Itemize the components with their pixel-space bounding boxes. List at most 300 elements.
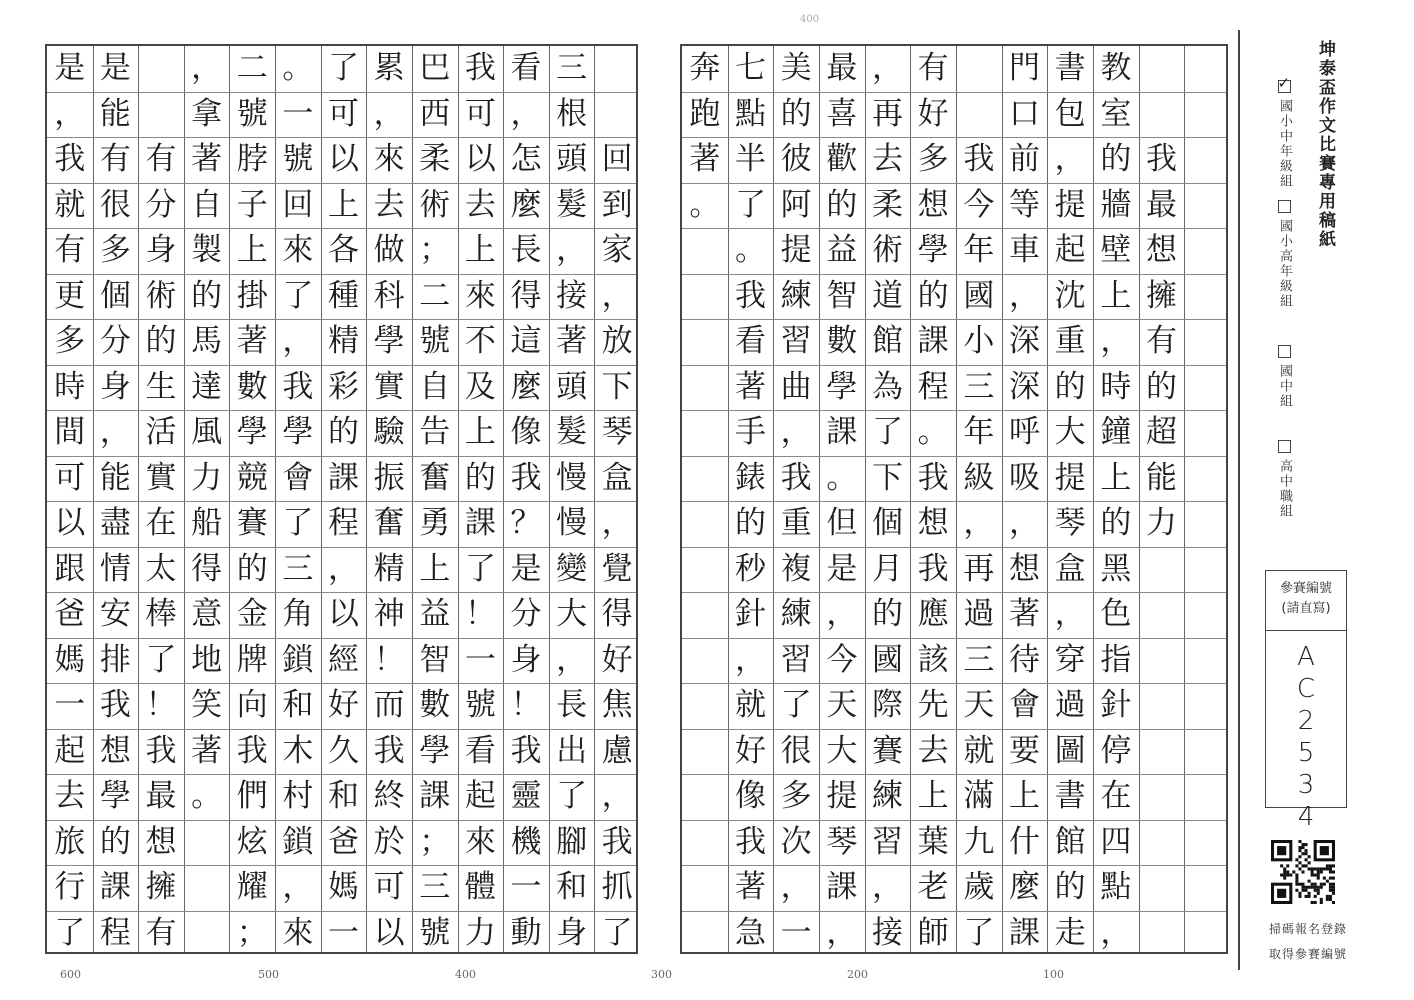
essay-char: 馬 — [191, 323, 223, 360]
essay-char: 體 — [464, 869, 496, 906]
essay-char: 了 — [282, 505, 314, 542]
essay-char: 的 — [734, 505, 766, 542]
essay-char: 著 — [191, 141, 223, 178]
essay-char: ； — [236, 914, 268, 951]
essay-char: 起 — [54, 732, 86, 769]
essay-char: 一 — [464, 641, 496, 678]
essay-char: 變 — [556, 550, 588, 587]
essay-char: ， — [556, 232, 588, 269]
essay-char: 達 — [191, 368, 223, 405]
essay-char: 是 — [826, 550, 858, 587]
essay-char: 慮 — [601, 732, 633, 769]
essay-char: 館 — [871, 323, 903, 360]
essay-char: 多 — [780, 778, 812, 815]
essay-char: 課 — [419, 778, 451, 815]
essay-char: 美 — [780, 50, 812, 87]
essay-char: 號 — [236, 95, 268, 132]
essay-char: 號 — [464, 687, 496, 724]
essay-char: 點 — [734, 95, 766, 132]
essay-char: ， — [780, 869, 812, 906]
essay-char: 有 — [917, 50, 949, 87]
essay-char: ； — [419, 823, 451, 860]
essay-char: 間 — [54, 414, 86, 451]
essay-char: 實 — [145, 459, 177, 496]
essay-char: 先 — [917, 687, 949, 724]
essay-char: 來 — [282, 232, 314, 269]
checkbox-icon[interactable] — [1278, 440, 1291, 453]
essay-char: 我 — [510, 459, 542, 496]
essay-char: 呼 — [1008, 414, 1040, 451]
essay-char: 三 — [963, 368, 995, 405]
category-label: 國小高年級組 — [1277, 219, 1292, 309]
essay-char: 著 — [236, 323, 268, 360]
essay-char: 了 — [601, 914, 633, 951]
essay-char: 手 — [734, 414, 766, 451]
essay-char: 和 — [556, 869, 588, 906]
essay-char: 了 — [464, 550, 496, 587]
essay-char: 風 — [191, 414, 223, 451]
essay-char: 不 — [464, 323, 496, 360]
essay-char: 西 — [419, 95, 451, 132]
essay-char: 經 — [327, 641, 359, 678]
essay-char: 課 — [917, 323, 949, 360]
essay-char: 超 — [1145, 414, 1177, 451]
essay-char: 書 — [1054, 50, 1086, 87]
essay-char: 上 — [1100, 459, 1132, 496]
essay-char: 二 — [419, 277, 451, 314]
essay-char: 程 — [917, 368, 949, 405]
category-option[interactable] — [1270, 80, 1294, 189]
essay-char: 圖 — [1054, 732, 1086, 769]
essay-char: 去 — [54, 778, 86, 815]
form-title: 坤泰盃作文比賽專用稿紙 — [1315, 40, 1335, 249]
essay-char: 多 — [917, 141, 949, 178]
essay-char: 來 — [373, 141, 405, 178]
essay-char: 身 — [556, 914, 588, 951]
right-page-grid — [680, 44, 1228, 954]
entry-code-char: C — [1296, 674, 1316, 704]
essay-char: 得 — [601, 596, 633, 633]
essay-char: 實 — [373, 368, 405, 405]
essay-char: 以 — [327, 141, 359, 178]
essay-char: 該 — [917, 641, 949, 678]
essay-char: 好 — [601, 641, 633, 678]
essay-char: 是 — [54, 50, 86, 87]
essay-char: 到 — [601, 186, 633, 223]
essay-char: 大 — [556, 596, 588, 633]
essay-char: 精 — [327, 323, 359, 360]
essay-char: 會 — [1008, 687, 1040, 724]
essay-char: 再 — [963, 550, 995, 587]
essay-char: 的 — [1145, 368, 1177, 405]
essay-char: 放 — [601, 323, 633, 360]
essay-char: 就 — [963, 732, 995, 769]
essay-char: 看 — [464, 732, 496, 769]
essay-char: 盒 — [601, 459, 633, 496]
essay-char: 擁 — [145, 869, 177, 906]
essay-char: 為 — [871, 368, 903, 405]
essay-char: 我 — [734, 277, 766, 314]
essay-char: 。 — [826, 459, 858, 496]
essay-char: 想 — [99, 732, 131, 769]
essay-char: 有 — [99, 141, 131, 178]
essay-char: 拿 — [191, 95, 223, 132]
essay-char: 小 — [963, 323, 995, 360]
essay-char: 的 — [871, 596, 903, 633]
essay-char: 了 — [327, 50, 359, 87]
entry-code — [1266, 641, 1346, 833]
essay-char: 柔 — [419, 141, 451, 178]
essay-char: 學 — [373, 323, 405, 360]
essay-char: 什 — [1008, 823, 1040, 860]
essay-char: ， — [826, 914, 858, 951]
essay-char: 重 — [1054, 323, 1086, 360]
essay-char: 來 — [282, 914, 314, 951]
essay-char: 室 — [1100, 95, 1132, 132]
essay-char: 可 — [54, 459, 86, 496]
essay-char: 著 — [556, 323, 588, 360]
essay-char: 學 — [826, 368, 858, 405]
essay-char: 炫 — [236, 823, 268, 860]
essay-char: 的 — [191, 277, 223, 314]
entry-code-char: 5 — [1297, 738, 1315, 768]
essay-char: 想 — [1145, 232, 1177, 269]
essay-char: 學 — [99, 778, 131, 815]
essay-char: 子 — [236, 186, 268, 223]
essay-char: 了 — [145, 641, 177, 678]
essay-char: 這 — [510, 323, 542, 360]
essay-char: 指 — [1100, 641, 1132, 678]
essay-char: ， — [556, 641, 588, 678]
essay-char: 練 — [871, 778, 903, 815]
essay-char: 神 — [373, 596, 405, 633]
essay-char: 勇 — [419, 505, 451, 542]
essay-char: 。 — [734, 232, 766, 269]
essay-char: 際 — [871, 687, 903, 724]
essay-char: 我 — [373, 732, 405, 769]
essay-char: 但 — [826, 505, 858, 542]
essay-char: 秒 — [734, 550, 766, 587]
essay-char: 書 — [1054, 778, 1086, 815]
essay-char: 驗 — [373, 414, 405, 451]
essay-char: ！ — [145, 687, 177, 724]
essay-char: 了 — [282, 277, 314, 314]
essay-char: 黑 — [1100, 550, 1132, 587]
essay-char: 上 — [1008, 778, 1040, 815]
tick-label: 100 — [1043, 968, 1064, 981]
essay-char: 累 — [373, 50, 405, 87]
essay-char: 下 — [871, 459, 903, 496]
essay-char: 師 — [917, 914, 949, 951]
essay-char: 木 — [282, 732, 314, 769]
essay-char: 髮 — [556, 414, 588, 451]
essay-char: 術 — [871, 232, 903, 269]
essay-char: 笑 — [191, 687, 223, 724]
essay-char: 我 — [54, 141, 86, 178]
essay-char: 了 — [780, 687, 812, 724]
essay-char: 會 — [282, 459, 314, 496]
essay-char: 阿 — [780, 186, 812, 223]
essay-char: ， — [327, 550, 359, 587]
essay-char: 教 — [1100, 50, 1132, 87]
essay-char: 琴 — [1054, 505, 1086, 542]
essay-char: 我 — [780, 459, 812, 496]
category-option[interactable] — [1270, 345, 1294, 409]
essay-char: 一 — [54, 687, 86, 724]
essay-char: 於 — [373, 823, 405, 860]
essay-char: 精 — [373, 550, 405, 587]
essay-char: 深 — [1008, 323, 1040, 360]
essay-char: 學 — [282, 414, 314, 451]
essay-char: 了 — [734, 186, 766, 223]
essay-char: 滿 — [963, 778, 995, 815]
essay-char: 排 — [99, 641, 131, 678]
essay-char: 穿 — [1054, 641, 1086, 678]
essay-char: 麼 — [1008, 869, 1040, 906]
essay-char: 力 — [191, 459, 223, 496]
essay-char: 以 — [54, 505, 86, 542]
essay-char: 長 — [510, 232, 542, 269]
essay-char: 媽 — [54, 641, 86, 678]
essay-char: 我 — [917, 550, 949, 587]
essay-char: 提 — [826, 778, 858, 815]
essay-char: 益 — [826, 232, 858, 269]
essay-char: 盡 — [99, 505, 131, 542]
essay-char: 多 — [54, 323, 86, 360]
essay-char: 腳 — [556, 823, 588, 860]
essay-char: 靈 — [510, 778, 542, 815]
essay-char: 我 — [282, 368, 314, 405]
essay-char: 爸 — [54, 596, 86, 633]
essay-char: 車 — [1008, 232, 1040, 269]
checkbox-icon[interactable] — [1278, 200, 1291, 213]
essay-char: 琴 — [826, 823, 858, 860]
essay-char: 是 — [510, 550, 542, 587]
essay-char: 複 — [780, 550, 812, 587]
essay-char: 號 — [419, 914, 451, 951]
essay-char: 牌 — [236, 641, 268, 678]
essay-char: 終 — [373, 778, 405, 815]
essay-char: 的 — [327, 414, 359, 451]
essay-char: 時 — [54, 368, 86, 405]
essay-char: 以 — [373, 914, 405, 951]
essay-char: 意 — [191, 596, 223, 633]
essay-char: 課 — [327, 459, 359, 496]
essay-char: 錶 — [734, 459, 766, 496]
essay-char: 歲 — [963, 869, 995, 906]
essay-char: 著 — [191, 732, 223, 769]
essay-char: 在 — [145, 505, 177, 542]
essay-char: 太 — [145, 550, 177, 587]
essay-char: 我 — [601, 823, 633, 860]
essay-char: 課 — [1008, 914, 1040, 951]
essay-char: 情 — [99, 550, 131, 587]
essay-char: 好 — [327, 687, 359, 724]
essay-char: 大 — [826, 732, 858, 769]
essay-char: 爸 — [327, 823, 359, 860]
essay-char: 的 — [464, 459, 496, 496]
essay-char: 就 — [54, 186, 86, 223]
essay-char: ， — [601, 778, 633, 815]
essay-char: 提 — [780, 232, 812, 269]
essay-char: 可 — [464, 95, 496, 132]
tick-label: 500 — [258, 968, 279, 981]
essay-char: 級 — [963, 459, 995, 496]
essay-char: 課 — [464, 505, 496, 542]
essay-char: 學 — [236, 414, 268, 451]
essay-char: ， — [1008, 277, 1040, 314]
essay-char: 的 — [1054, 869, 1086, 906]
essay-char: 能 — [99, 459, 131, 496]
essay-char: 去 — [373, 186, 405, 223]
essay-char: 有 — [145, 141, 177, 178]
essay-char: ， — [191, 50, 223, 87]
essay-char: 走 — [1054, 914, 1086, 951]
essay-char: 可 — [373, 869, 405, 906]
essay-char: 的 — [99, 823, 131, 860]
essay-char: 想 — [917, 186, 949, 223]
essay-char: 巴 — [419, 50, 451, 87]
essay-char: 學 — [917, 232, 949, 269]
essay-char: 髮 — [556, 186, 588, 223]
category-option[interactable] — [1270, 440, 1294, 519]
essay-char: ， — [963, 505, 995, 542]
essay-char: 半 — [734, 141, 766, 178]
scan-hint-line-2: 取得參賽編號 — [1268, 947, 1347, 961]
essay-char: 回 — [282, 186, 314, 223]
essay-char: 自 — [191, 186, 223, 223]
essay-char: 口 — [1008, 95, 1040, 132]
essay-char: 焦 — [601, 687, 633, 724]
essay-char: 三 — [419, 869, 451, 906]
essay-char: 程 — [99, 914, 131, 951]
essay-char: 過 — [1054, 687, 1086, 724]
essay-char: 月 — [871, 550, 903, 587]
essay-char: 旅 — [54, 823, 86, 860]
essay-char: 得 — [510, 277, 542, 314]
essay-char: 就 — [734, 687, 766, 724]
category-option[interactable] — [1270, 200, 1294, 309]
top-page-mark: 400 — [800, 14, 820, 25]
essay-char: ， — [99, 414, 131, 451]
essay-char: 門 — [1008, 50, 1040, 87]
essay-char: 三 — [282, 550, 314, 587]
essay-char: 告 — [419, 414, 451, 451]
essay-char: 彼 — [780, 141, 812, 178]
essay-char: 學 — [419, 732, 451, 769]
essay-char: 在 — [1100, 778, 1132, 815]
tick-label: 400 — [455, 968, 476, 981]
essay-char: 像 — [734, 778, 766, 815]
essay-char: 的 — [826, 186, 858, 223]
essay-char: 課 — [826, 869, 858, 906]
essay-char: 有 — [54, 232, 86, 269]
essay-char: 色 — [1100, 596, 1132, 633]
category-label: 國中組 — [1277, 364, 1292, 409]
essay-char: 頭 — [556, 141, 588, 178]
tick-label: 600 — [60, 968, 81, 981]
essay-char: 來 — [464, 823, 496, 860]
essay-char: ， — [1100, 323, 1132, 360]
essay-char: 向 — [236, 687, 268, 724]
essay-char: 智 — [419, 641, 451, 678]
checked-box-icon[interactable] — [1278, 80, 1291, 93]
essay-char: 多 — [99, 232, 131, 269]
essay-char: 及 — [464, 368, 496, 405]
essay-char: 奮 — [373, 505, 405, 542]
essay-char: 想 — [1008, 550, 1040, 587]
tick-label: 200 — [847, 968, 868, 981]
essay-char: ； — [419, 232, 451, 269]
essay-char: 的 — [236, 550, 268, 587]
essay-char: 競 — [236, 459, 268, 496]
essay-char: ！ — [373, 641, 405, 678]
essay-char: ， — [826, 596, 858, 633]
essay-char: 應 — [917, 596, 949, 633]
essay-char: 壁 — [1100, 232, 1132, 269]
essay-char: 深 — [1008, 368, 1040, 405]
essay-char: 村 — [282, 778, 314, 815]
essay-char: 得 — [191, 550, 223, 587]
essay-char: 出 — [556, 732, 588, 769]
essay-char: 號 — [282, 141, 314, 178]
essay-char: ， — [1100, 914, 1132, 951]
essay-char: 我 — [917, 459, 949, 496]
essay-char: 耀 — [236, 869, 268, 906]
essay-char: 天 — [963, 687, 995, 724]
essay-char: 著 — [734, 869, 766, 906]
essay-char: ， — [510, 95, 542, 132]
essay-char: 製 — [191, 232, 223, 269]
entry-label: 參賽編號 — [1279, 581, 1332, 596]
essay-char: 針 — [734, 596, 766, 633]
essay-char: 吸 — [1008, 459, 1040, 496]
essay-char: 今 — [963, 186, 995, 223]
essay-char: 著 — [689, 141, 721, 178]
essay-char: 等 — [1008, 186, 1040, 223]
essay-char: 慢 — [556, 505, 588, 542]
essay-char: 想 — [917, 505, 949, 542]
essay-char: 我 — [99, 687, 131, 724]
essay-char: 我 — [963, 141, 995, 178]
checkbox-icon[interactable] — [1278, 345, 1291, 358]
essay-char: 像 — [510, 414, 542, 451]
essay-char: 分 — [510, 596, 542, 633]
essay-char: 我 — [734, 823, 766, 860]
essay-char: 包 — [1054, 95, 1086, 132]
essay-char: 了 — [871, 414, 903, 451]
essay-char: 賽 — [236, 505, 268, 542]
essay-char: 行 — [54, 869, 86, 906]
essay-char: 三 — [556, 50, 588, 87]
essay-char: 地 — [191, 641, 223, 678]
entry-number-box — [1265, 570, 1347, 832]
essay-char: 起 — [1054, 232, 1086, 269]
essay-char: 上 — [1100, 277, 1132, 314]
essay-char: 的 — [1100, 141, 1132, 178]
essay-char: 頭 — [556, 368, 588, 405]
essay-char: 的 — [1100, 505, 1132, 542]
essay-char: 去 — [464, 186, 496, 223]
category-label: 國小中年級組 — [1277, 99, 1292, 189]
essay-char: ， — [871, 869, 903, 906]
essay-char: 力 — [464, 914, 496, 951]
essay-char: 牆 — [1100, 186, 1132, 223]
essay-char: ， — [1008, 505, 1040, 542]
essay-char: 很 — [99, 186, 131, 223]
essay-char: 一 — [780, 914, 812, 951]
essay-char: 個 — [871, 505, 903, 542]
